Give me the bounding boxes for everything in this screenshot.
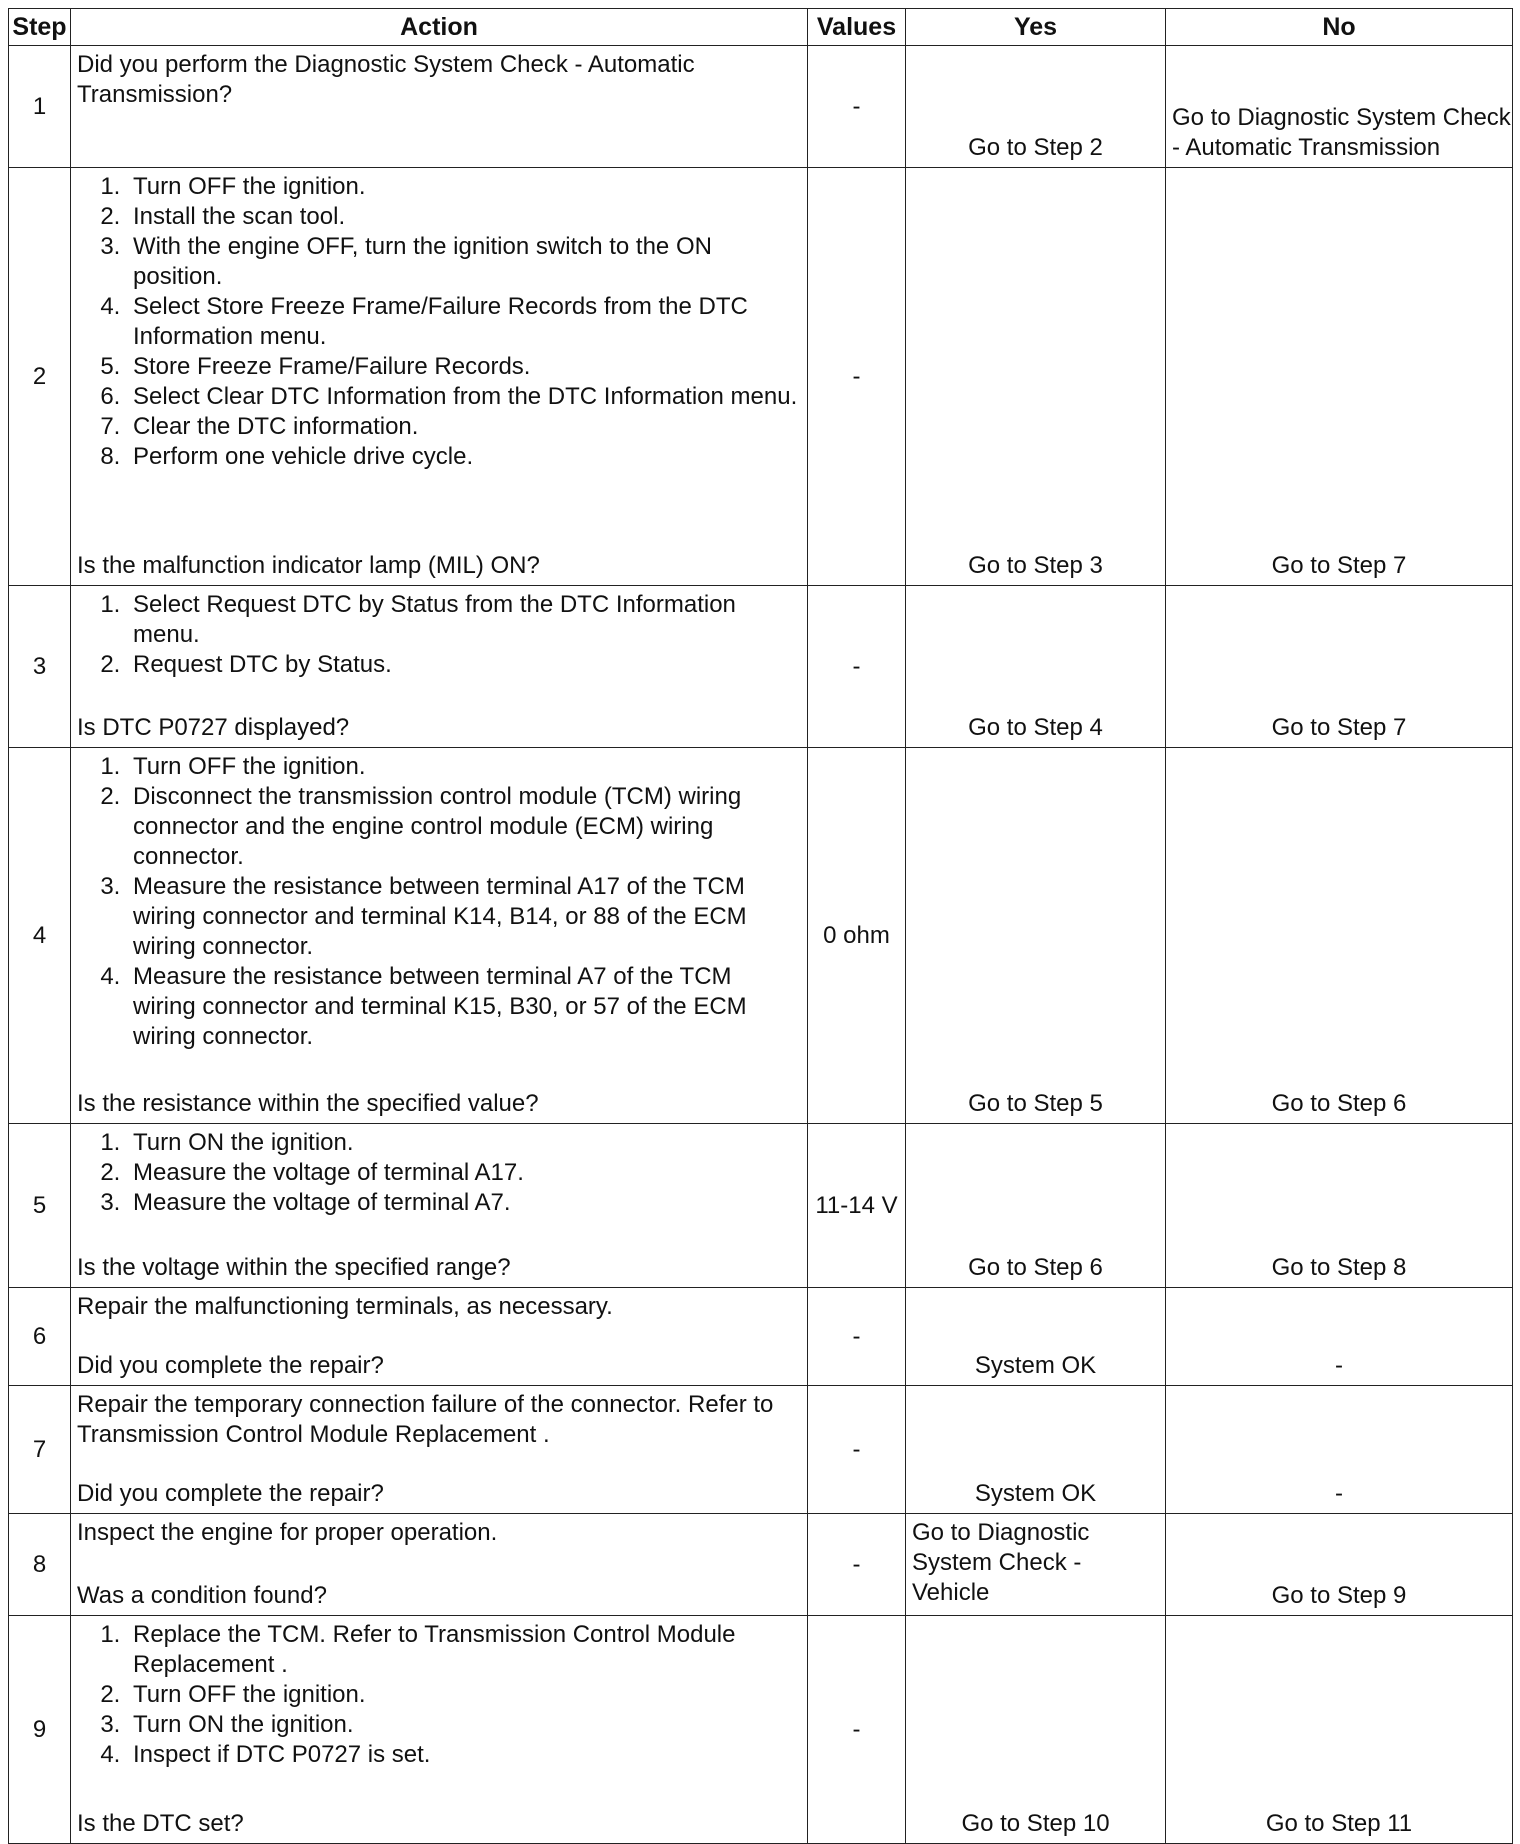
step-number: 4 bbox=[9, 748, 71, 1124]
action-question: Did you complete the repair? bbox=[77, 1480, 384, 1507]
action-cell bbox=[71, 1386, 808, 1514]
values-cell: - bbox=[808, 1288, 906, 1386]
action-text: Repair the temporary connection failure of the connector. Refer to Transmission Control Module Replacement . bbox=[77, 1391, 774, 1448]
step-number: 2 bbox=[9, 168, 71, 586]
action-question: Was a condition found? bbox=[77, 1582, 327, 1609]
list-item: 1. Select Request DTC by Status from the DTC Information menu. bbox=[127, 590, 799, 650]
no-cell: Go to Diagnostic System Check - Automatic Transmission bbox=[1166, 46, 1513, 168]
yes-cell: System OK bbox=[906, 1386, 1166, 1514]
list-item: 1. Turn OFF the ignition. bbox=[127, 172, 799, 202]
list-item: 2. Disconnect the transmission control module (TCM) wiring connector and the engine control module (ECM) wiring connector. bbox=[127, 782, 799, 872]
action-cell bbox=[71, 46, 808, 168]
step-number: 6 bbox=[9, 1288, 71, 1386]
list-item: 5. Store Freeze Frame/Failure Records. bbox=[127, 352, 799, 382]
list-item: 1. Replace the TCM. Refer to Transmission Control Module Replacement . bbox=[127, 1620, 799, 1680]
yes-cell: Go to Step 10 bbox=[906, 1616, 1166, 1844]
list-item: 2. Request DTC by Status. bbox=[127, 650, 799, 680]
list-item: 2. Measure the voltage of terminal A17. bbox=[127, 1158, 799, 1188]
action-cell bbox=[71, 586, 808, 748]
table-row bbox=[9, 586, 1513, 748]
list-item: 3. Measure the resistance between terminal A17 of the TCM wiring connector and terminal K14, B14, or 88 of the ECM wiring connector. bbox=[127, 872, 799, 962]
action-steps bbox=[77, 172, 799, 472]
action-cell bbox=[71, 1514, 808, 1616]
list-item: 6. Select Clear DTC Information from the DTC Information menu. bbox=[127, 382, 799, 412]
no-cell: Go to Step 11 bbox=[1166, 1616, 1513, 1844]
step-number: 5 bbox=[9, 1124, 71, 1288]
no-cell: Go to Step 7 bbox=[1166, 586, 1513, 748]
action-cell bbox=[71, 1124, 808, 1288]
action-cell bbox=[71, 1616, 808, 1844]
yes-cell: Go to Diagnostic System Check - Vehicle bbox=[906, 1514, 1166, 1616]
no-cell: Go to Step 7 bbox=[1166, 168, 1513, 586]
list-item: 7. Clear the DTC information. bbox=[127, 412, 799, 442]
values-cell: - bbox=[808, 46, 906, 168]
table-row bbox=[9, 1514, 1513, 1616]
list-item: 8. Perform one vehicle drive cycle. bbox=[127, 442, 799, 472]
action-question: Is the malfunction indicator lamp (MIL) ON? bbox=[77, 552, 540, 579]
values-cell: 11-14 V bbox=[808, 1124, 906, 1288]
values-cell: - bbox=[808, 1514, 906, 1616]
header-action: Action bbox=[71, 9, 808, 46]
list-item: 2. Install the scan tool. bbox=[127, 202, 799, 232]
action-text: Did you perform the Diagnostic System Check - Automatic Transmission? bbox=[77, 51, 695, 108]
no-cell: Go to Step 9 bbox=[1166, 1514, 1513, 1616]
values-cell: - bbox=[808, 1386, 906, 1514]
yes-cell: Go to Step 2 bbox=[906, 46, 1166, 168]
header-yes: Yes bbox=[906, 9, 1166, 46]
action-steps bbox=[77, 1128, 799, 1218]
diagnostic-table bbox=[8, 8, 1513, 1844]
step-number: 9 bbox=[9, 1616, 71, 1844]
no-cell: Go to Step 8 bbox=[1166, 1124, 1513, 1288]
yes-cell: System OK bbox=[906, 1288, 1166, 1386]
table-row bbox=[9, 1616, 1513, 1844]
table-row bbox=[9, 1288, 1513, 1386]
list-item: 4. Select Store Freeze Frame/Failure Records from the DTC Information menu. bbox=[127, 292, 799, 352]
step-number: 1 bbox=[9, 46, 71, 168]
table-row bbox=[9, 1124, 1513, 1288]
action-question: Did you complete the repair? bbox=[77, 1352, 384, 1379]
values-cell: - bbox=[808, 1616, 906, 1844]
header-step: Step bbox=[9, 9, 71, 46]
yes-cell: Go to Step 4 bbox=[906, 586, 1166, 748]
list-item: 3. Measure the voltage of terminal A7. bbox=[127, 1188, 799, 1218]
no-cell: - bbox=[1166, 1288, 1513, 1386]
list-item: 3. Turn ON the ignition. bbox=[127, 1710, 799, 1740]
step-number: 3 bbox=[9, 586, 71, 748]
no-cell: - bbox=[1166, 1386, 1513, 1514]
list-item: 1. Turn OFF the ignition. bbox=[127, 752, 799, 782]
values-cell: - bbox=[808, 168, 906, 586]
action-cell bbox=[71, 168, 808, 586]
yes-cell: Go to Step 3 bbox=[906, 168, 1166, 586]
action-question: Is the voltage within the specified range? bbox=[77, 1254, 511, 1281]
list-item: 4. Measure the resistance between terminal A7 of the TCM wiring connector and terminal K15, B30, or 57 of the ECM wiring connector. bbox=[127, 962, 799, 1052]
list-item: 1. Turn ON the ignition. bbox=[127, 1128, 799, 1158]
yes-cell: Go to Step 5 bbox=[906, 748, 1166, 1124]
table-row bbox=[9, 46, 1513, 168]
action-text: Repair the malfunctioning terminals, as necessary. bbox=[77, 1293, 613, 1320]
action-steps bbox=[77, 752, 799, 1052]
header-no: No bbox=[1166, 9, 1513, 46]
action-question: Is DTC P0727 displayed? bbox=[77, 714, 350, 741]
values-cell: 0 ohm bbox=[808, 748, 906, 1124]
list-item: 2. Turn OFF the ignition. bbox=[127, 1680, 799, 1710]
action-question: Is the DTC set? bbox=[77, 1810, 244, 1837]
list-item: 3. With the engine OFF, turn the ignition switch to the ON position. bbox=[127, 232, 799, 292]
action-text: Inspect the engine for proper operation. bbox=[77, 1519, 498, 1546]
values-cell: - bbox=[808, 586, 906, 748]
action-question: Is the resistance within the specified value? bbox=[77, 1090, 539, 1117]
action-cell bbox=[71, 1288, 808, 1386]
header-row bbox=[9, 9, 1513, 46]
list-item: 4. Inspect if DTC P0727 is set. bbox=[127, 1740, 799, 1770]
yes-cell: Go to Step 6 bbox=[906, 1124, 1166, 1288]
table-row bbox=[9, 168, 1513, 586]
action-steps bbox=[77, 1620, 799, 1770]
action-steps bbox=[77, 590, 799, 680]
step-number: 7 bbox=[9, 1386, 71, 1514]
header-values: Values bbox=[808, 9, 906, 46]
no-cell: Go to Step 6 bbox=[1166, 748, 1513, 1124]
action-cell bbox=[71, 748, 808, 1124]
step-number: 8 bbox=[9, 1514, 71, 1616]
table-row bbox=[9, 1386, 1513, 1514]
table-row bbox=[9, 748, 1513, 1124]
